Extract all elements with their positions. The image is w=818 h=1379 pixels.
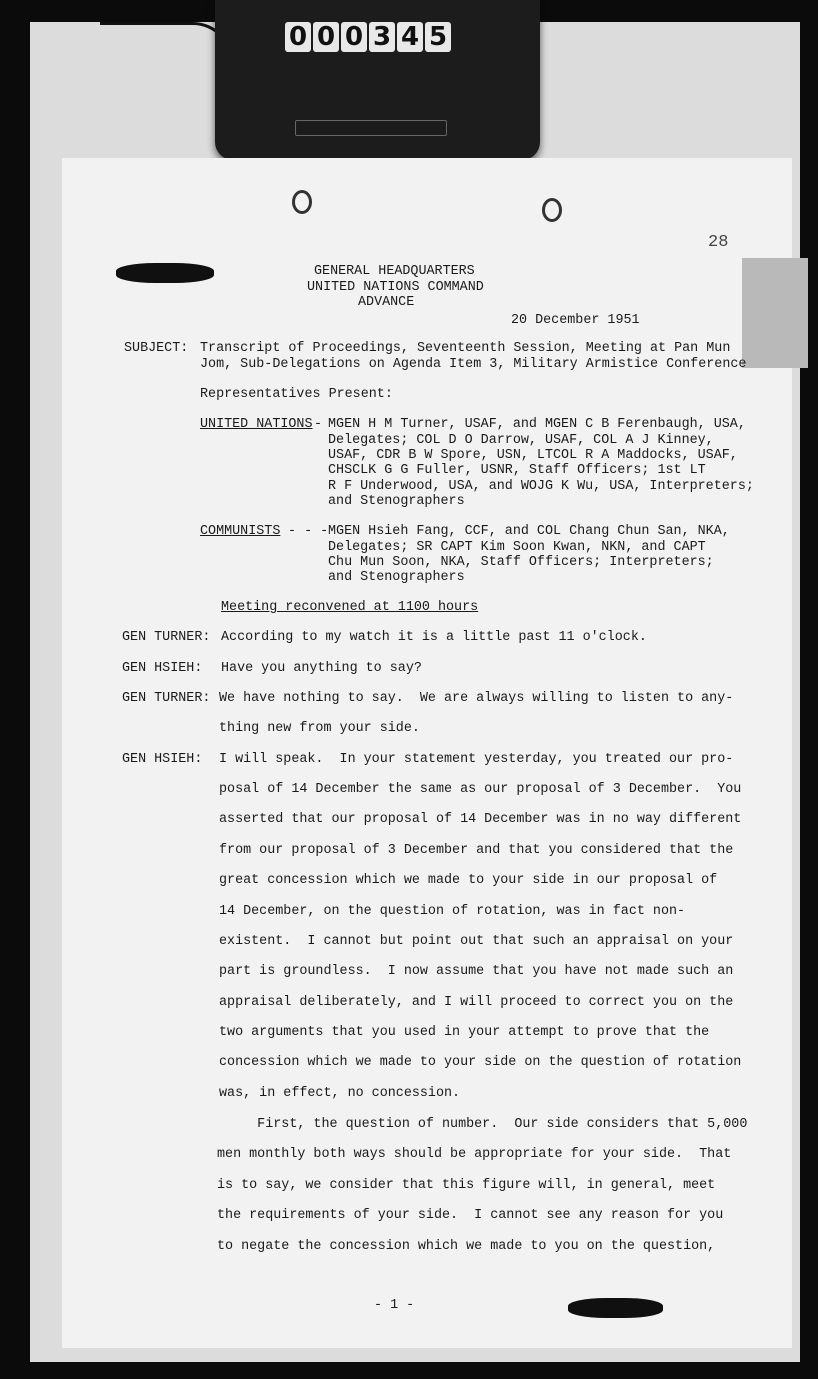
speech-line: from our proposal of 3 December and that you considered that the: [219, 843, 734, 858]
speech-line: concession which we made to your side on the question of rotation: [219, 1055, 742, 1070]
communists-line: Chu Mun Soon, NKA, Staff Officers; Interpreters;: [328, 555, 714, 570]
speech-line: thing new from your side.: [219, 721, 420, 736]
counter-digit: 4: [397, 22, 423, 52]
punch-hole: [542, 198, 562, 222]
speech-line: I will speak. In your statement yesterday, you treated our pro-: [219, 752, 734, 767]
speech-line: 14 December, on the question of rotation, was in fact non-: [219, 904, 686, 919]
speech-line: to negate the concession which we made to you on the question,: [217, 1239, 716, 1254]
un-line: USAF, CDR B W Spore, USN, LTCOL R A Maddocks, USAF,: [328, 448, 738, 463]
communists-line: and Stenographers: [328, 570, 465, 585]
counter-digit: 0: [341, 22, 367, 52]
un-line: MGEN H M Turner, USAF, and MGEN C B Ferenbaugh, USA,: [328, 417, 746, 432]
counter-label-plate: [295, 120, 447, 136]
speech-line: is to say, we consider that this figure will, in general, meet: [217, 1178, 716, 1193]
communists-line: MGEN Hsieh Fang, CCF, and COL Chang Chun San, NKA,: [328, 524, 730, 539]
header-line-1: GENERAL HEADQUARTERS: [314, 264, 475, 279]
redaction-mark: [116, 263, 214, 283]
un-label: UNITED NATIONS: [200, 417, 313, 432]
communists-label: COMMUNISTS: [200, 524, 281, 539]
speech-line: appraisal deliberately, and I will proceed to correct you on the: [219, 995, 734, 1010]
speaker-label: GEN HSIEH:: [122, 752, 203, 767]
un-line: R F Underwood, USA, and WOJG K Wu, USA, Interpreters;: [328, 479, 754, 494]
representatives-heading: Representatives Present:: [200, 387, 393, 402]
speech-line: We have nothing to say. We are always willing to listen to any-: [219, 691, 734, 706]
speech-line: part is groundless. I now assume that you have not made such an: [219, 964, 734, 979]
un-line: and Stenographers: [328, 494, 465, 509]
page-number: - 1 -: [374, 1298, 415, 1313]
un-line: CHSCLK G G Fuller, USNR, Staff Officers; 1st LT: [328, 463, 706, 478]
speaker-label: GEN TURNER:: [122, 691, 211, 706]
speech-line: Have you anything to say?: [221, 661, 422, 676]
subject-line-1: Transcript of Proceedings, Seventeenth Session, Meeting at Pan Mun: [200, 341, 731, 356]
counter-cable: [100, 22, 233, 85]
un-dash: -: [306, 417, 331, 432]
counter-digit: 0: [285, 22, 311, 52]
communists-dash: - - -: [280, 524, 337, 539]
subject-line-2: Jom, Sub-Delegations on Agenda Item 3, Military Armistice Conference: [200, 357, 747, 372]
frame-counter: [285, 22, 451, 52]
header-line-3: ADVANCE: [358, 295, 415, 310]
redaction-mark: [568, 1298, 663, 1318]
paper-tab: [742, 258, 808, 368]
punch-hole: [292, 190, 312, 214]
speech-line: the requirements of your side. I cannot see any reason for you: [217, 1208, 724, 1223]
page-mark: 28: [708, 233, 729, 252]
communists-line: Delegates; SR CAPT Kim Soon Kwan, NKN, and CAPT: [328, 540, 706, 555]
un-line: Delegates; COL D O Darrow, USAF, COL A J Kinney,: [328, 433, 714, 448]
meeting-note: Meeting reconvened at 1100 hours: [221, 600, 479, 615]
speech-line: great concession which we made to your side in our proposal of: [219, 873, 718, 888]
speech-line: two arguments that you used in your attempt to prove that the: [219, 1025, 710, 1040]
speech-line: existent. I cannot but point out that such an appraisal on your: [219, 934, 734, 949]
counter-digit: 3: [369, 22, 395, 52]
speaker-label: GEN HSIEH:: [122, 661, 203, 676]
speech-line: posal of 14 December the same as our proposal of 3 December. You: [219, 782, 742, 797]
speech-line: was, in effect, no concession.: [219, 1086, 461, 1101]
speaker-label: GEN TURNER:: [122, 630, 211, 645]
speech-line: According to my watch it is a little past 11 o'clock.: [221, 630, 647, 645]
subject-label: SUBJECT:: [124, 341, 189, 356]
header-line-2: UNITED NATIONS COMMAND: [307, 280, 484, 295]
counter-digit: 5: [425, 22, 451, 52]
document-date: 20 December 1951: [511, 313, 640, 328]
speech-line: men monthly both ways should be appropriate for your side. That: [217, 1147, 732, 1162]
speech-line: First, the question of number. Our side considers that 5,000: [217, 1117, 748, 1132]
speech-line: asserted that our proposal of 14 December was in no way different: [219, 812, 742, 827]
counter-digit: 0: [313, 22, 339, 52]
